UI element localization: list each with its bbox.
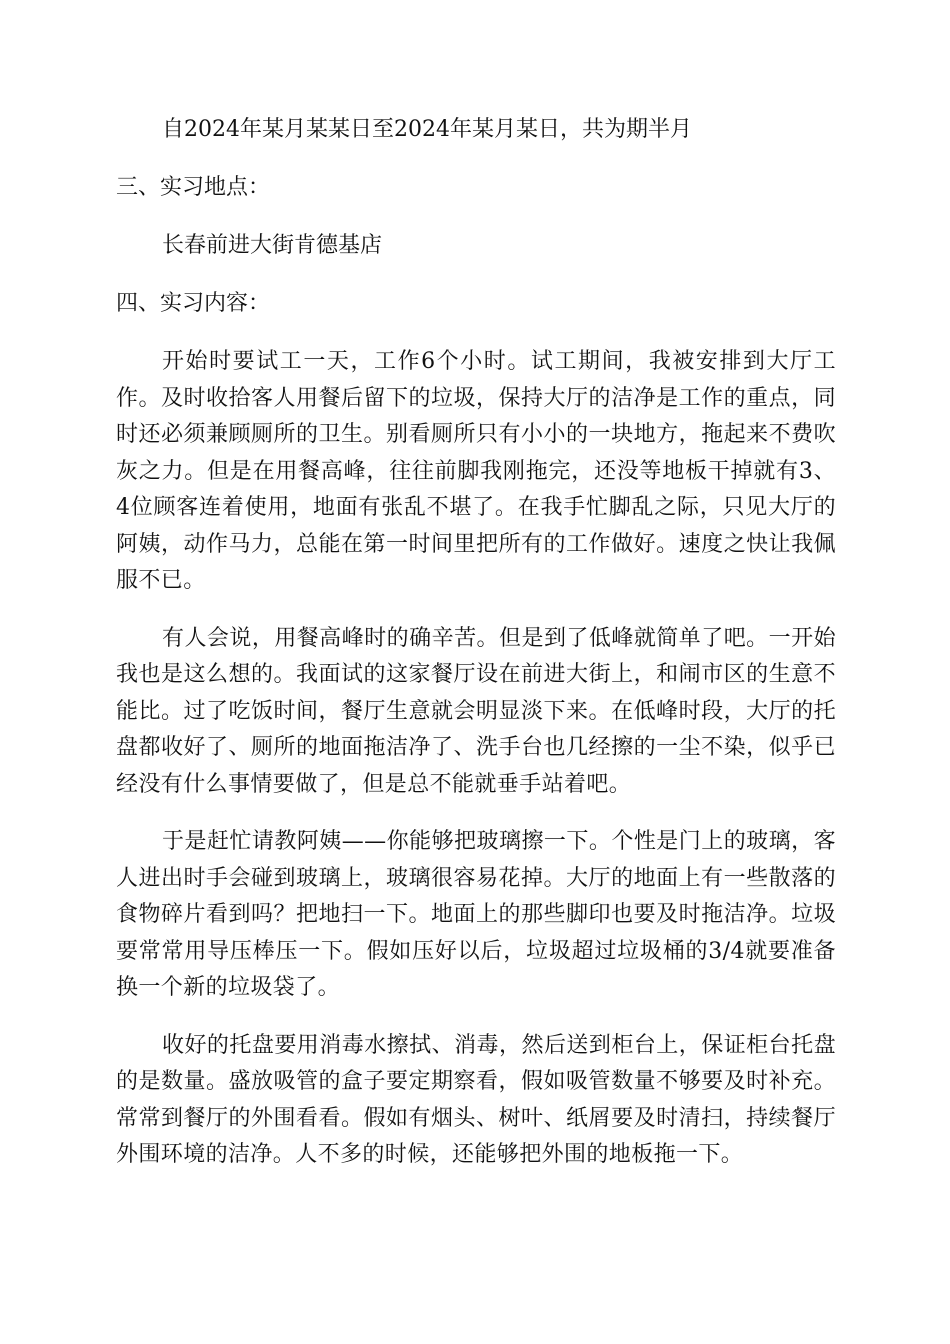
- spacer: [116, 600, 836, 621]
- spacer: [116, 264, 836, 286]
- spacer: [116, 148, 836, 170]
- paragraph-low-peak: 有人会说，用餐高峰时的确辛苦。但是到了低峰就简单了吧。一开始我也是这么想的。我面试的这家餐厅设在前进大街上，和闹市区的生意不能比。过了吃饭时间，餐厅生意就会明显淡下来。在低峰时段，大厅的托盘都收好了、厕所的地面拖洁净了、洗手台也几经擦的一尘不染，似乎已经没有什么事情要做了，但是总不能就垂手站着吧。: [116, 625, 836, 797]
- spacer: [116, 803, 836, 824]
- section-heading-content: 四、实习内容：: [116, 291, 271, 316]
- spacer: [116, 1007, 836, 1028]
- paragraph-trial-day: 开始时要试工一天，工作6个小时。试工期间，我被安排到大厅工作。及时收拾客人用餐后留下的垃圾，保持大厅的洁净是工作的重点，同时还必须兼顾厕所的卫生。别看厕所只有小小的一块地方，拖起来不费吹灰之力。但是在用餐高峰，往往前脚我刚拖完，还没等地板干掉就有3、4位顾客连着使用，地面有张乱不堪了。在我手忙脚乱之际，只见大厅的阿姨，动作马力，总能在第一时间里把所有的工作做好。速度之快让我佩服不已。: [116, 349, 836, 593]
- internship-location: 长春前进大街肯德基店: [162, 233, 383, 258]
- internship-period: 自2024年某月某某日至2024年某月某日，共为期半月: [162, 117, 692, 142]
- spacer: [116, 322, 836, 344]
- spacer: [116, 206, 836, 228]
- section-heading-location: 三、实习地点：: [116, 175, 271, 200]
- paragraph-ask-aunt: 于是赶忙请教阿姨——你能够把玻璃擦一下。个性是门上的玻璃，客人进出时手会碰到玻璃上，玻璃很容易花掉。大厅的地面上有一些散落的食物碎片看到吗？把地扫一下。地面上的那些脚印也要及时拖洁净。垃圾要常常用导压棒压一下。假如压好以后，垃圾超过垃圾桶的3/4就要准备换一个新的垃圾袋了。: [116, 829, 836, 1000]
- document-body: [116, 112, 836, 1174]
- paragraph-trays: 收好的托盘要用消毒水擦拭、消毒，然后送到柜台上，保证柜台托盘的是数量。盛放吸管的盒子要定期察看，假如吸管数量不够要及时补充。常常到餐厅的外围看看。假如有烟头、树叶、纸屑要及时清扫，持续餐厅外围环境的洁净。人不多的时候，还能够把外围的地板拖一下。: [116, 1032, 836, 1167]
